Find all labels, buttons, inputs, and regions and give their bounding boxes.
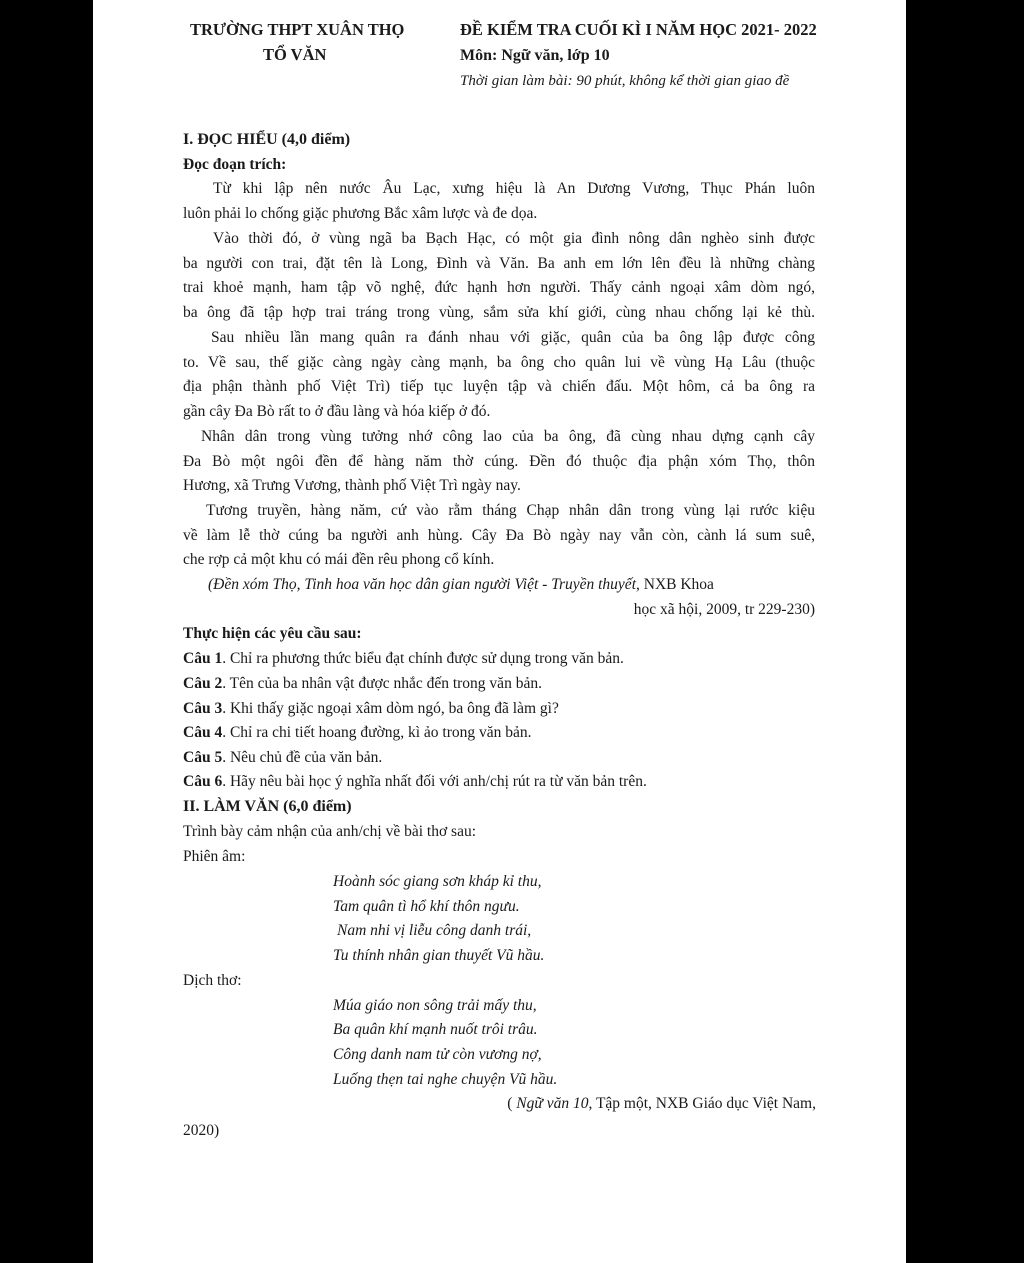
poem-source — [507, 1094, 816, 1114]
passage-line: ba người con trai, đặt tên là Long, Đình và Văn. Ba anh em lớn lên đều là những chàng — [183, 255, 815, 272]
question-item — [183, 748, 382, 768]
exam-page — [93, 0, 906, 1263]
question-label: Câu 3 — [183, 700, 223, 717]
part1-heading: I. ĐỌC HIỂU (4,0 điểm) — [183, 131, 351, 148]
passage-line: Đa Bò một ngôi đền để hàng năm thờ cúng. Đền đó thuộc địa phận xóm Thọ, thôn — [183, 453, 815, 470]
passage-source — [208, 575, 714, 595]
question-label: Câu 6 — [183, 773, 223, 790]
poem-line: Tu thính nhân gian thuyết Vũ hầu. — [333, 947, 545, 964]
poem-line: Ba quân khí mạnh nuốt trôi trâu. — [333, 1021, 538, 1038]
passage-line: ba ông đã tập hợp trai tráng trong vùng, sắm sửa khí giới, cùng nhau chống lại kẻ thù. — [183, 304, 815, 321]
question-label: Câu 2 — [183, 675, 223, 692]
poem-source-open: ( — [507, 1095, 517, 1112]
passage-line: Sau nhiều lần mang quân ra đánh nhau với giặc, quân của ba ông lập được công — [211, 329, 815, 346]
read-label: Đọc đoạn trích: — [183, 156, 287, 173]
poem-line: Múa giáo non sông trải mấy thu, — [333, 997, 537, 1014]
exam-title: ĐỀ KIỂM TRA CUỐI KÌ I NĂM HỌC 2021- 2022 — [460, 20, 817, 39]
exam-subject: Môn: Ngữ văn, lớp 10 — [460, 47, 610, 64]
poem-line: Tam quân tì hổ khí thôn ngưu. — [333, 898, 520, 915]
poem-line: Công danh nam tử còn vương nợ, — [333, 1046, 542, 1063]
exam-time: Thời gian làm bài: 90 phút, không kể thời gian giao đề — [460, 73, 790, 89]
passage-line: Tương truyền, hàng năm, cứ vào rằm tháng Chạp nhân dân trong vùng lại rước kiệu — [206, 502, 815, 519]
passage-line: địa phận thành phố Việt Trì) tiếp tục luyện tập và chiến đấu. Một hôm, cả ba ông ra — [183, 378, 815, 395]
question-text: . Chỉ ra phương thức biểu đạt chính được sử dụng trong văn bản. — [222, 650, 624, 667]
source-publisher: NXB Khoa — [639, 576, 714, 593]
question-text: . Tên của ba nhân vật được nhắc đến trong văn bản. — [222, 675, 542, 692]
passage-line: Vào thời đó, ở vùng ngã ba Bạch Hạc, có một gia đình nông dân nghèo sinh được — [213, 230, 815, 247]
question-item — [183, 772, 647, 792]
question-item — [183, 723, 532, 743]
poem-source-year: 2020) — [183, 1122, 220, 1139]
task-label: Thực hiện các yêu cầu sau: — [183, 625, 362, 642]
poem-line: Hoành sóc giang sơn kháp kỉ thu, — [333, 873, 542, 890]
passage-line: luôn phải lo chống giặc phương Bắc xâm lược và đe dọa. — [183, 205, 538, 222]
department-name: TỔ VĂN — [263, 45, 327, 64]
passage-source-line2: học xã hội, 2009, tr 229-230) — [633, 601, 815, 618]
question-label: Câu 1 — [183, 650, 223, 667]
part2-prompt: Trình bày cảm nhận của anh/chị về bài thơ sau: — [183, 823, 477, 840]
passage-line: về làm lễ thờ cúng ba người anh hùng. Cây Đa Bò ngày nay vẫn còn, cành lá sum suê, — [183, 527, 815, 544]
question-label: Câu 5 — [183, 749, 223, 766]
passage-line: Nhân dân trong vùng tưởng nhớ công lao của ba ông, đã cùng nhau dựng cạnh cây — [201, 428, 815, 445]
question-item — [183, 674, 542, 694]
part2-heading: II. LÀM VĂN (6,0 điểm) — [183, 798, 352, 815]
translation-label: Dịch thơ: — [183, 972, 242, 989]
question-item — [183, 649, 624, 669]
passage-line: gần cây Đa Bò rất to ở đầu làng và hóa kiếp ở đó. — [183, 403, 491, 420]
passage-line: che rợp cả một khu có mái đền rêu phong cổ kính. — [183, 551, 495, 568]
question-label: Câu 4 — [183, 724, 223, 741]
school-name: TRƯỜNG THPT XUÂN THỌ — [190, 20, 405, 39]
question-item — [183, 699, 559, 719]
question-text: . Chỉ ra chi tiết hoang đường, kì ảo trong văn bản. — [222, 724, 532, 741]
poem-source-publisher: , Tập một, NXB Giáo dục Việt Nam, — [588, 1095, 816, 1112]
question-text: . Hãy nêu bài học ý nghĩa nhất đối với anh/chị rút ra từ văn bản trên. — [222, 773, 647, 790]
poem-line: Nam nhi vị liễu công danh trái, — [337, 922, 532, 939]
question-text: . Nêu chủ đề của văn bản. — [222, 749, 383, 766]
source-title: (Đền xóm Thọ, Tinh hoa văn học dân gian người Việt - Truyền thuyết, — [208, 576, 640, 593]
question-text: . Khi thấy giặc ngoại xâm dòm ngó, ba ông đã làm gì? — [222, 700, 559, 717]
passage-line: Từ khi lập nên nước Âu Lạc, xưng hiệu là An Dương Vương, Thục Phán luôn — [213, 180, 815, 197]
passage-line: Hương, xã Trưng Vương, thành phố Việt Trì ngày nay. — [183, 477, 521, 494]
poem-source-title: Ngữ văn 10 — [516, 1095, 589, 1112]
poem-line: Luống thẹn tai nghe chuyện Vũ hầu. — [333, 1071, 558, 1088]
phonetic-label: Phiên âm: — [183, 848, 246, 865]
passage-line: to. Về sau, thế giặc càng ngày càng mạnh, ba ông cho quân lui về vùng Hạ Lâu (thuộc — [183, 354, 815, 371]
passage-line: trai khoẻ mạnh, ham tập võ nghệ, đức hạnh hơn người. Thấy cảnh ngoại xâm dòm ngó, — [183, 279, 815, 296]
